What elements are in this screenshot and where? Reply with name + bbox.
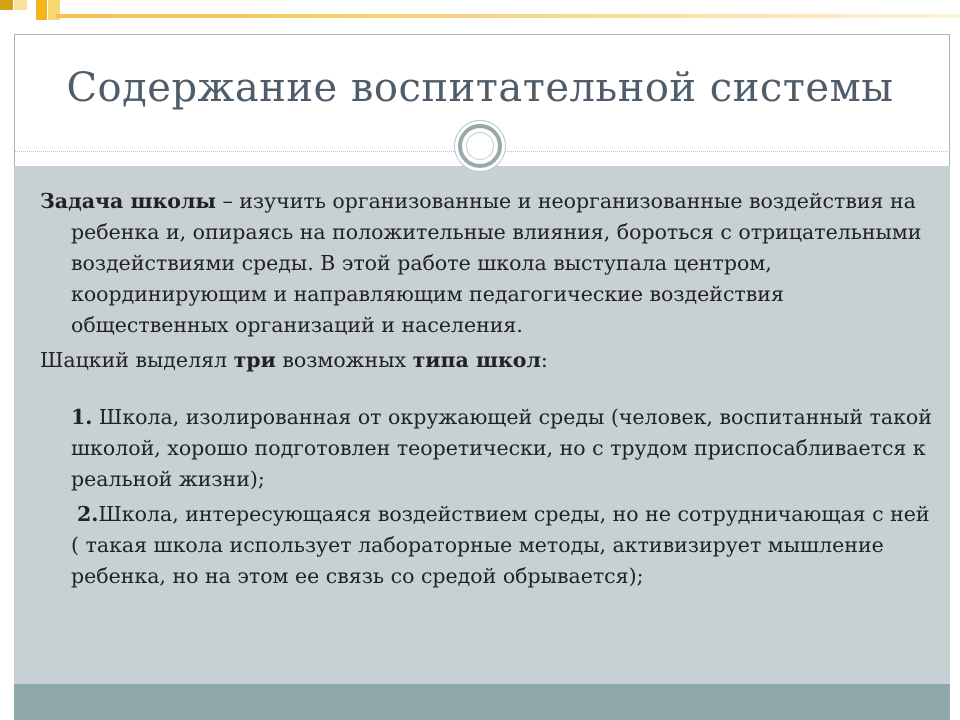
decor-square: [14, 0, 27, 10]
decor-square: [36, 0, 47, 20]
types-intro-text: :: [540, 348, 548, 372]
top-accent-bar: [56, 14, 960, 18]
types-intro-text: возможных: [275, 348, 413, 372]
footer-bar: [14, 684, 950, 720]
task-text: – изучить организованные и неорганизованные воздействия на ребенка и, опираясь на положительные влияния, бороться с отрицательными воздействиями среды. В этой работе школа выступала центром, координирующим и направляющим педагогические воздействия общественных организаций и населения.: [71, 189, 922, 337]
types-label: типа школ: [412, 348, 541, 372]
list-item-text: Школа, интересующаяся воздействием среды, но не сотрудничающая с ней ( такая школа использует лабораторные методы, активизирует мышление ребенка, но на этом ее связь со средой обрывается);: [71, 502, 930, 588]
list-item-text: Школа, изолированная от окружающей среды (человек, воспитанный такой школой, хорошо подготовлен теоретически, но с трудом приспосабливается к реальной жизни);: [71, 405, 932, 491]
decor-square: [0, 0, 13, 10]
list-number: 2.: [77, 502, 99, 526]
list-item: [40, 402, 940, 495]
types-intro-text: Шацкий выделял: [40, 348, 234, 372]
slide-title: Содержание воспитательной системы: [66, 65, 894, 111]
types-count: три: [233, 348, 276, 372]
task-label: Задача школы: [40, 189, 216, 213]
circle-ornament-icon: [458, 124, 502, 168]
types-intro: [40, 345, 940, 376]
list-number: 1.: [71, 405, 93, 429]
task-paragraph: [40, 186, 940, 341]
list-item: [40, 499, 940, 592]
content-text: [40, 186, 940, 592]
